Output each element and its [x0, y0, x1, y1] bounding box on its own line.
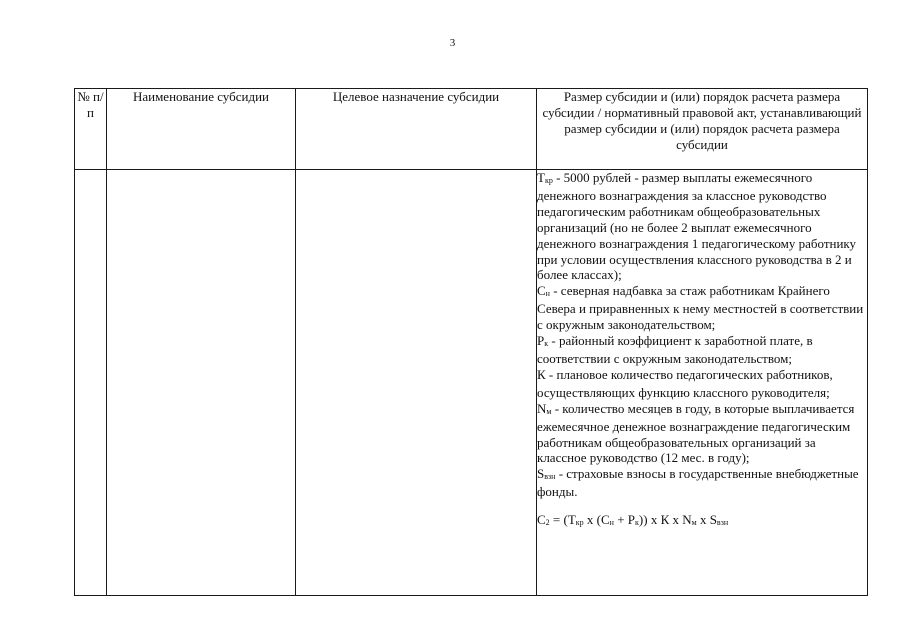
cell-subsidy-size	[537, 170, 868, 596]
table-row	[75, 170, 868, 596]
definition-rk: Рк - районный коэффициент к заработной плате, в соответствии с окружным законодательством;	[537, 333, 813, 366]
header-number: № п/п	[75, 89, 107, 170]
subsidy-table	[74, 88, 868, 596]
definition-tkr: Ткр - 5000 рублей - размер выплаты ежемесячного денежного вознаграждения за классное руководство педагогическим работникам общеобразовательных организаций (но не более 2 выплат ежемесячного денежного вознаграждения 1 педагогическому работнику при условии осуществления классного руководства в 2 и более классах);	[537, 170, 857, 283]
definition-svzn: Sвзн - страховые взносы в государственные внебюджетные фонды.	[537, 466, 859, 500]
table-header-row	[75, 89, 868, 170]
header-subsidy-purpose: Целевое назначение субсидии	[296, 89, 537, 170]
cell-number	[75, 170, 107, 596]
page-number: 3	[449, 37, 456, 49]
definition-cn: Сн - северная надбавка за стаж работникам Крайнего Севера и приравненных к нему местностей в соответствии с окружным законодательством;	[537, 283, 864, 333]
definition-k: К - плановое количество педагогических работников, осуществляющих функцию классного руководителя;	[537, 366, 833, 400]
calculation-formula: С2 = (Ткр х (Сн + Рк)) х К х Nм х Sвзн	[537, 512, 729, 528]
cell-subsidy-purpose	[296, 170, 537, 596]
cell-subsidy-name	[107, 170, 296, 596]
definition-nm: Nм - количество месяцев в году, в которые выплачивается ежемесячное денежное вознаграждение педагогическим работникам общеобразовательных организаций за классное руководство (12 мес. в году);	[537, 400, 855, 466]
header-subsidy-size: Размер субсидии и (или) порядок расчета размера субсидии / нормативный правовой акт, устанавливающий размер субсидии и (или) порядок расчета размера субсидии	[537, 89, 868, 170]
header-subsidy-name: Наименование субсидии	[107, 89, 296, 170]
